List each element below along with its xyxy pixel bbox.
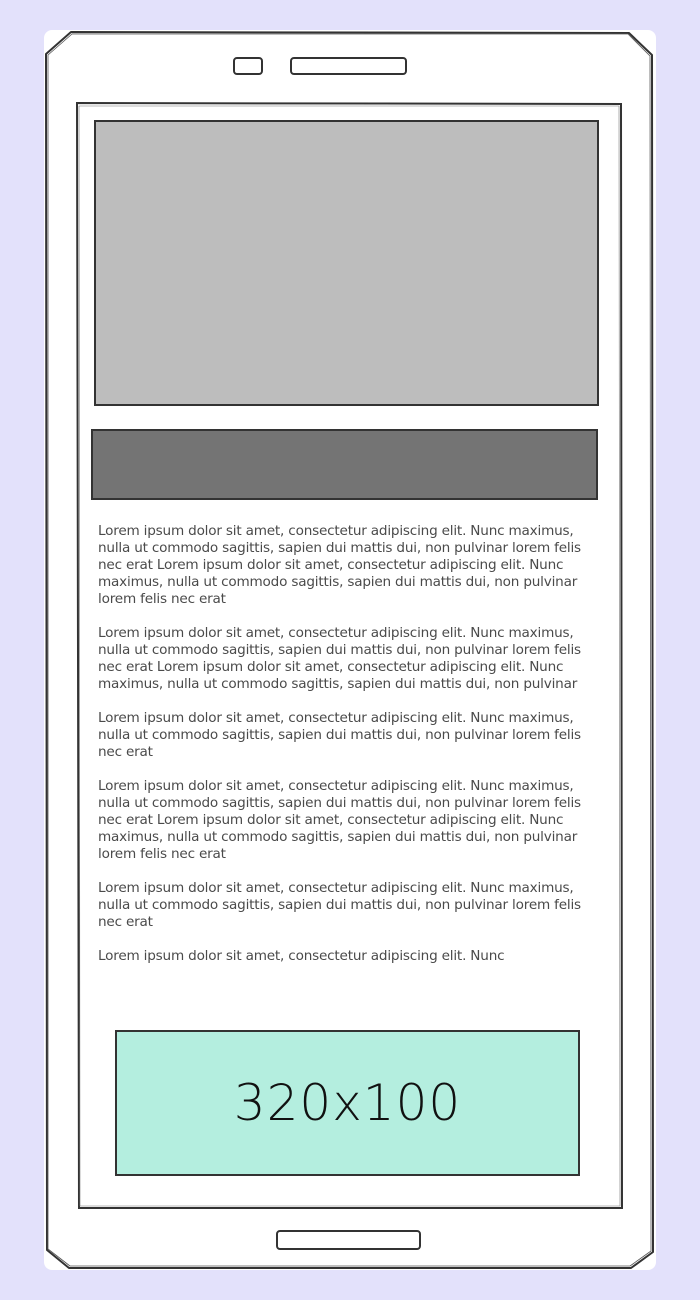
headline-bar-placeholder <box>91 429 598 500</box>
front-camera-icon <box>234 58 262 74</box>
ad-size-label: 320x100 <box>233 1074 462 1132</box>
article-paragraph: Lorem ipsum dolor sit amet, consectetur adipiscing elit. Nunc maximus, nulla ut commodo sagittis, sapien dui mattis dui, non pulvinar lorem felis nec erat Lorem ipsum dolor sit amet, consectetur adipiscing elit. Nunc maximus, nulla ut commodo sagittis, sapien dui mattis dui, non pulvinar lorem felis nec erat <box>98 523 581 607</box>
home-button <box>277 1231 420 1249</box>
ad-banner[interactable] <box>115 1030 580 1176</box>
article-paragraph: Lorem ipsum dolor sit amet, consectetur adipiscing elit. Nunc maximus, nulla ut commodo sagittis, sapien dui mattis dui, non pulvinar lorem felis nec erat Lorem ipsum dolor sit amet, consectetur adipiscing elit. Nunc maximus, nulla ut commodo sagittis, sapien dui mattis dui, non pulvinar lorem felis nec erat <box>98 778 581 862</box>
article-paragraph: Lorem ipsum dolor sit amet, consectetur adipiscing elit. Nunc maximus, nulla ut commodo sagittis, sapien dui mattis dui, non pulvinar lorem felis nec erat Lorem ipsum dolor sit amet, consectetur adipiscing elit. Nunc maximus, nulla ut commodo sagittis, sapien dui mattis dui, non pulvinar <box>98 625 581 692</box>
article-paragraph: Lorem ipsum dolor sit amet, consectetur adipiscing elit. Nunc maximus, nulla ut commodo sagittis, sapien dui mattis dui, non pulvinar lorem felis nec erat <box>98 710 581 760</box>
article-body <box>98 523 596 1013</box>
wireframe-canvas <box>44 30 656 1270</box>
earpiece-speaker <box>291 58 406 74</box>
article-paragraph: Lorem ipsum dolor sit amet, consectetur adipiscing elit. Nunc <box>98 948 505 964</box>
article-paragraph: Lorem ipsum dolor sit amet, consectetur adipiscing elit. Nunc maximus, nulla ut commodo sagittis, sapien dui mattis dui, non pulvinar lorem felis nec erat <box>98 880 581 930</box>
hero-image-placeholder <box>94 120 599 406</box>
